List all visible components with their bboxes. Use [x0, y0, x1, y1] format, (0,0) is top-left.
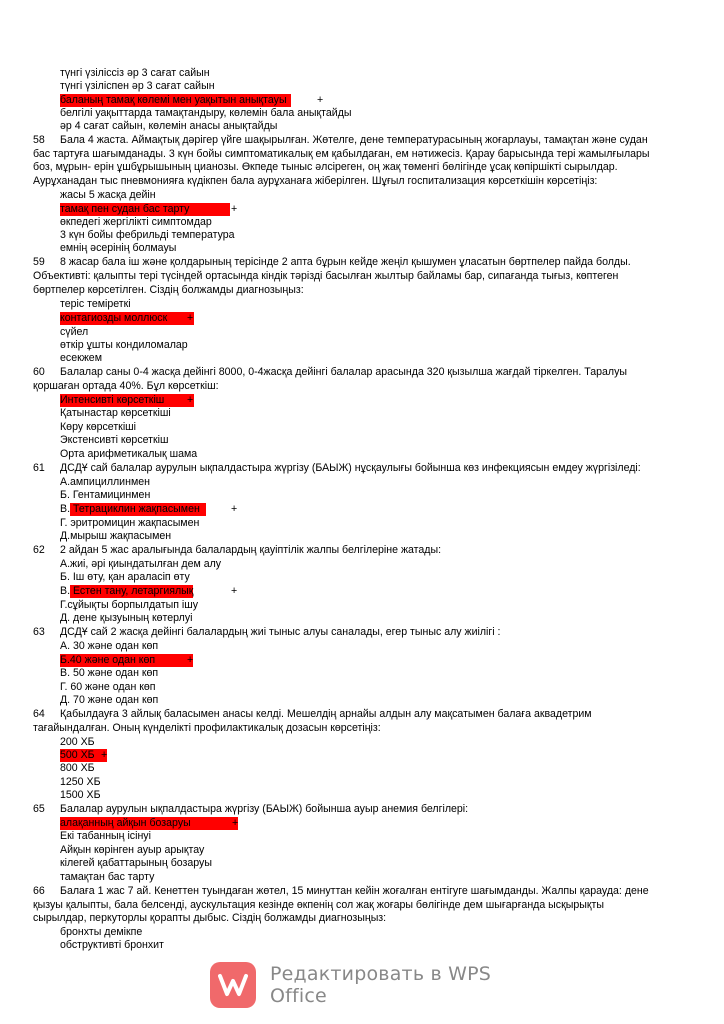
option-text: Көру көрсеткіші: [60, 421, 137, 433]
question-text: Қабылдауға 3 айлық баласымен анасы келді. Мешелдің арнайы алдын алу мақсатымен балаға аквадетрим: [60, 708, 592, 720]
option-text: жасы 5 жасқа дейін: [60, 189, 156, 201]
option-text: Д. дене қызуының көтерлуі: [60, 612, 193, 624]
question-number: 66: [33, 885, 45, 897]
wps-edit-label[interactable]: Редактировать в WPS Office: [270, 963, 491, 1007]
option-text: белгілі уақыттарда тамақтандыру, көлемін бала анықтайды: [60, 107, 352, 119]
correct-answer-highlight: В. Тетрациклин жақпасымен: [60, 503, 206, 516]
question-text: 8 жасар бала іш және қолдарының терісінде 2 апта бұрын кейде жеңіл қышумен ұласатын бөртпелер пайда болды.: [60, 256, 631, 268]
option-text: 3 күн бойы фебрильді температура: [60, 229, 235, 241]
option-text: 1500 ХБ: [60, 789, 101, 801]
question-text: қоршаған ортада 40%. Бұл көрсеткіш:: [33, 380, 219, 392]
option-text: Орта арифметикалық шама: [60, 448, 198, 460]
option-text: түнгі үзіліссіз әр 3 сағат сайын: [60, 67, 210, 79]
correct-mark: +: [101, 749, 108, 761]
option-text: А.ампициллинмен: [60, 476, 150, 488]
option-text: кілегей қабаттарының бозаруы: [60, 857, 212, 869]
correct-answer-highlight: контагиозды моллюск: [60, 312, 194, 325]
option-text: әр 4 сағат сайын, көлемін анасы анықтайды: [60, 120, 278, 132]
option-text: В. 50 және одан көп: [60, 667, 159, 679]
question-number: 65: [33, 803, 45, 815]
question-number: 61: [33, 462, 45, 474]
correct-mark: +: [187, 394, 194, 406]
option-text: өткір ұшты кондиломалар: [60, 339, 188, 351]
correct-answer-highlight: алақанның айқын бозаруы: [60, 817, 238, 830]
question-text: ДСДҰ сай балалар аурулын ықпалдастыра жүргізу (БАЫЖ) нұсқаулығы бойынша көз инфекциясын емдеу жүргізіледі:: [60, 462, 641, 474]
correct-mark: +: [317, 94, 324, 106]
option-text: Қатынастар көрсеткіші: [60, 407, 171, 419]
question-text: Объективті: қалыпты тері түсіндей ортасында кіндік тәрізді басылған жылтыр байламы бар, сипағанда тығыз, көптеген: [33, 270, 619, 282]
option-text: сүйел: [60, 326, 89, 338]
question-text: бас тартуға шағымданады. 3 күн бойы симптоматикалық ем қабылдаған, ем нәтижесіз. Қарау барысында тері жамылғылары: [33, 148, 650, 160]
option-text: бронхты демікпе: [60, 926, 143, 938]
question-text: 2 айдан 5 жас аралығында балалардың қауіптілік жалпы белгілеріне жатады:: [60, 544, 442, 556]
question-number: 64: [33, 708, 45, 720]
option-text: Айқын көрінген ауыр арықтау: [60, 844, 205, 856]
option-text: Д.мырыш жақпасымен: [60, 530, 172, 542]
question-text: Балаға 1 жас 7 ай. Кенеттен туындаған жөтел, 15 минуттан кейін жоғалған ентігуге шағымданды. Жалпы қарауда: дене: [60, 885, 649, 897]
option-text: емнің әсерінің болмауы: [60, 242, 177, 254]
correct-answer-highlight: В. Естен тану, летаргиялық: [60, 585, 194, 597]
question-number: 63: [33, 626, 45, 638]
correct-mark: +: [187, 654, 194, 666]
question-text: Бала 4 жаста. Аймақтық дәрігер үйге шақырылған. Жөтелге, дене температурасының жоғарлауы, тамақтан және судан: [60, 134, 648, 146]
option-text: Екі табанның ісінуі: [60, 830, 151, 842]
question-number: 59: [33, 256, 45, 268]
option-text: Экстенсивті көрсеткіш: [60, 434, 169, 446]
option-text: А.жиі, әрі қиындатылған дем алу: [60, 558, 222, 570]
correct-mark: +: [232, 817, 239, 829]
question-text: сырылдар, перкуторлы қорапты дыбыс. Сіздің болжамды диагнозыңыз:: [33, 912, 387, 924]
correct-mark: +: [231, 203, 238, 215]
correct-answer-highlight: Б.40 және одан көп: [60, 654, 193, 667]
question-number: 60: [33, 366, 45, 378]
correct-answer-highlight: 500 ХБ: [60, 749, 107, 762]
question-text: ДСДҰ сай 2 жасқа дейінгі балалардың жиі тыныс алуы саналады, егер тыныс алу жиілігі :: [60, 626, 501, 638]
option-text: обструктивті бронхит: [60, 939, 164, 951]
option-text: Г.сұйықты борпылдатып ішу: [60, 599, 199, 611]
question-text: боз, мұрын- ерін ұшбұрышының цианозы. Өкпеде тыныс әлсіреген, оң жақ төменгі бөлігінде ұсақ көпіршікті сырылдар.: [33, 161, 618, 173]
correct-mark: +: [187, 312, 194, 324]
option-text: есекжем: [60, 352, 102, 364]
option-text: 200 ХБ: [60, 736, 95, 748]
correct-mark: +: [231, 585, 238, 597]
correct-answer-highlight: Интенсивті көрсеткіш: [60, 394, 194, 407]
question-text: бөртпелер көрсетілген. Сіздің болжамды диагнозыңыз:: [33, 284, 304, 296]
correct-answer-highlight: тамақ пен судан бас тарту: [60, 203, 230, 216]
option-text: 800 ХБ: [60, 762, 95, 774]
option-text: А. 30 және одан көп: [60, 640, 159, 652]
question-number: 58: [33, 134, 45, 146]
question-text: Аурұханадан тыс пневмонияға күдікпен бала аурұханаға жіберілген. Шұғыл госпитализация көрсеткішін көрсетіңіз:: [33, 175, 598, 187]
option-text: Г. эритромицин жақпасымен: [60, 517, 200, 529]
option-text: тамақтан бас тарту: [60, 871, 155, 883]
wps-edit-banner[interactable]: [210, 960, 540, 1010]
wps-logo-icon: [210, 962, 256, 1008]
option-text: 1250 ХБ: [60, 776, 101, 788]
question-text: қызуы қалыпты, бала белсенді, аускультация кезінде өкпенің сол жақ жоғары бөлігінде дем шығарғанда ысқырықты: [33, 899, 604, 911]
option-text: теріс теміреткі: [60, 298, 131, 310]
question-text: Балалар аурулын ықпалдастыра жүргізу (БАЫЖ) бойынша ауыр анемия белгілері:: [60, 803, 469, 815]
question-text: тағайындалған. Оның күнделікті профилактикалық дозасын көрсетіңіз:: [33, 722, 381, 734]
option-text: өкпедегі жергілікті симптомдар: [60, 216, 212, 228]
option-text: Б. Гентамицинмен: [60, 489, 151, 501]
option-text: Б. Іш өту, қан араласіп өту: [60, 571, 190, 583]
correct-mark: +: [231, 503, 238, 515]
question-text: Балалар саны 0-4 жасқа дейінгі 8000, 0-4жасқа дейінгі балалар арасында 320 қызылша жағдай тіркелген. Таралуы: [60, 366, 628, 378]
option-text: Д. 70 және одан көп: [60, 694, 159, 706]
question-number: 62: [33, 544, 45, 556]
option-text: Г. 60 және одан көп: [60, 681, 156, 693]
option-text: түнгі үзіліспен әр 3 сағат сайын: [60, 80, 215, 92]
correct-answer-highlight: баланың тамақ көлемі мен уақытын анықтауы: [60, 94, 291, 107]
